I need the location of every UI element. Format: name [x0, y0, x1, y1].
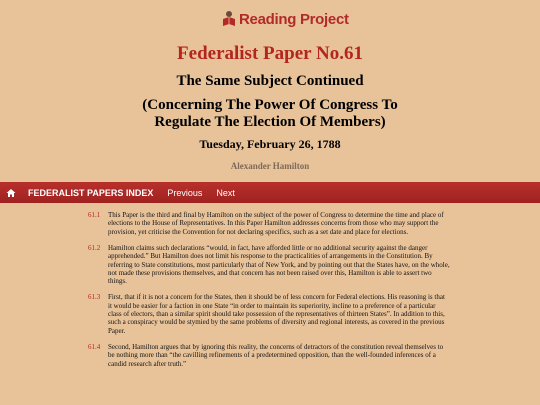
paragraph-number: 61.2	[88, 243, 101, 252]
reading-project-logo[interactable]	[222, 8, 349, 30]
paragraph-number: 61.3	[88, 293, 101, 302]
paragraph-text: First, that if it is not a concern for the States, then it should be of less concern for Federal elections. His reasoning is that it would be easier for a faction in one State “in order to maintain its superiority, incline to a preference of a particular class of electors, than a similar spirit should take possession of the representatives of thirteen States”. In addition to this, such a conspiracy would be stymied by the same problems of diversity and regional interests, as covered in the previous Paper.	[108, 293, 445, 335]
paragraph-text: Hamilton claims such declarations “would, in fact, have afforded little or no additional security against the danger apprehended.” But Hamilton does not limit his response to the practicalities of arrangements in the Constitution. By referring to State constitutions, most particularly that of New York, and by pointing out that the States have, on the whole, not made these provisions themselves, and that concern has not been raised over this, Hamilton is able to assert two things.	[108, 243, 450, 286]
paragraph-text: Second, Hamilton argues that by ignoring this reality, the concerns of detractors of the constitution reveal themselves to be nothing more than “the cavilling refinements of a predetermined opposition, than the well-founded inferences of a candid research after truth.”	[108, 342, 444, 368]
paragraph-number: 61.1	[88, 211, 101, 219]
logo-icon	[222, 10, 236, 28]
author-name: Alexander Hamilton	[230, 161, 310, 171]
page-subtitle: The Same Subject Continued	[176, 73, 364, 89]
paragraph	[88, 244, 450, 286]
page-topic	[0, 97, 540, 131]
logo-text: Reading Project	[239, 10, 349, 28]
paper-content	[88, 211, 450, 376]
paragraph-text: This Paper is the third and final by Hamilton on the subject of the power of Congress to determine the time and place of elections to the House of Representatives. In this Paper Hamilton addresses concerns from those who may support the provision, yet criticise the Convention for not declaring specifics, such as a set date and place for elections.	[108, 211, 444, 236]
paragraph	[88, 293, 450, 335]
paragraph	[88, 211, 450, 236]
nav-next-link[interactable]: Next	[216, 187, 235, 198]
nav-index-link[interactable]: FEDERALIST PAPERS INDEX	[28, 187, 154, 198]
page-title: Federalist Paper No.61	[177, 43, 363, 64]
navigation-bar	[0, 182, 540, 203]
paragraph-number: 61.4	[88, 342, 101, 351]
home-icon[interactable]	[6, 188, 16, 198]
nav-previous-link[interactable]: Previous	[167, 187, 203, 198]
paragraph	[88, 343, 450, 368]
publication-date: Tuesday, February 26, 1788	[199, 137, 341, 151]
topic-text: (Concerning The Power Of Congress To Regulate The Election Of Members)	[142, 97, 398, 130]
